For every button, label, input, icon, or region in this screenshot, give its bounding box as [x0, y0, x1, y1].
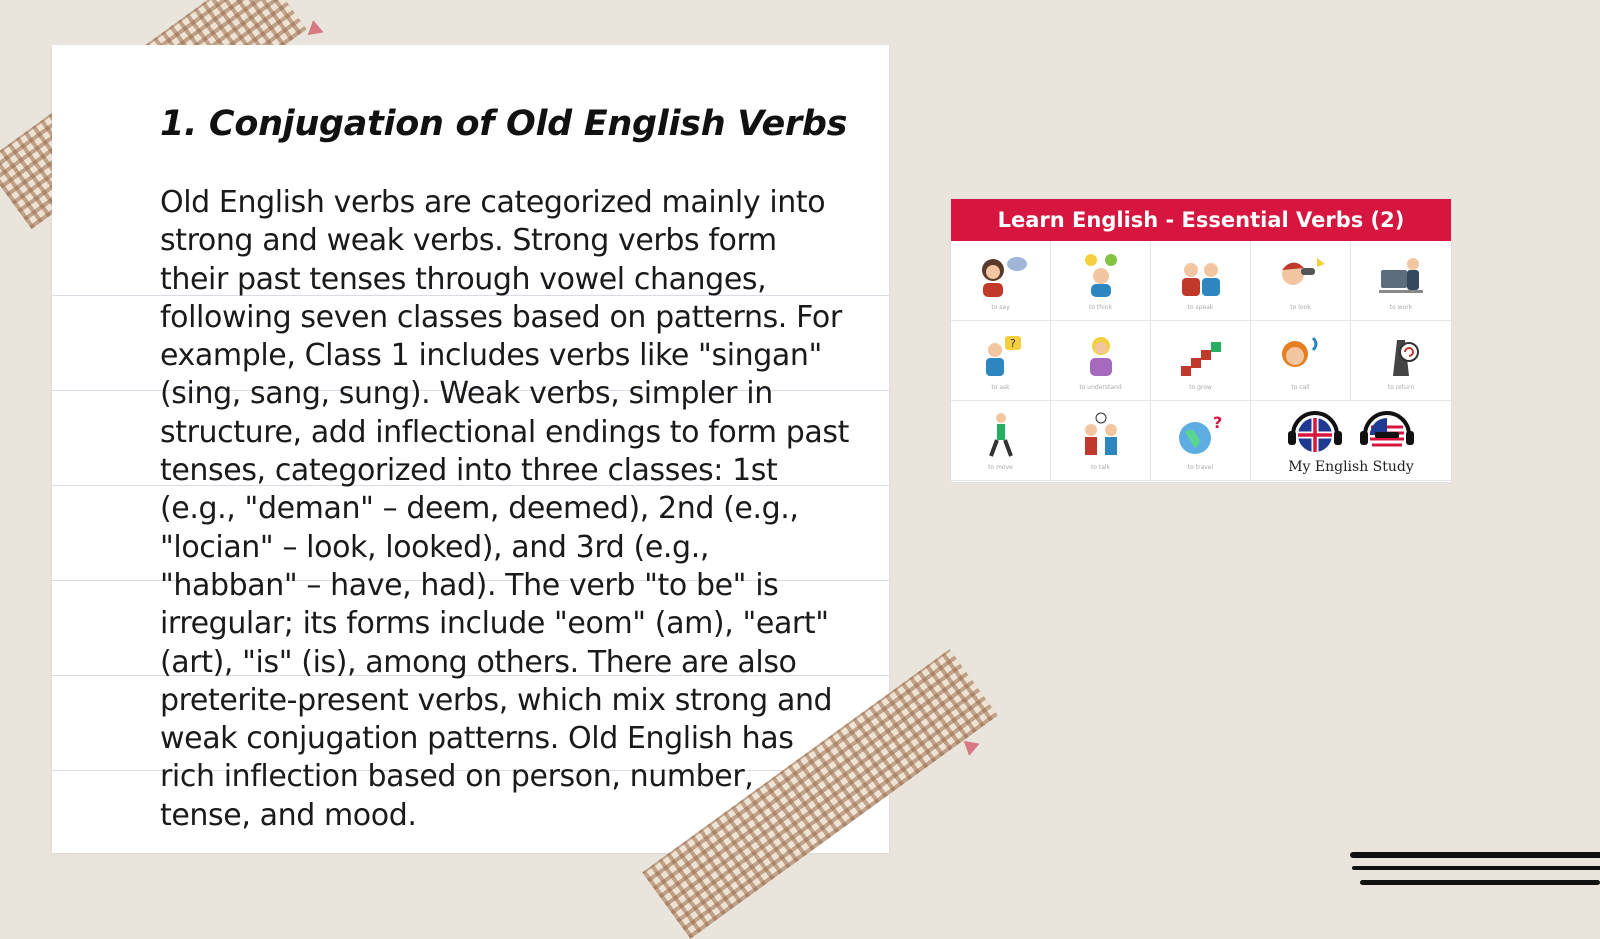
ask-icon — [973, 330, 1029, 380]
grow-icon — [1173, 330, 1229, 380]
verb-caption: to say — [991, 304, 1010, 311]
verb-cell — [951, 241, 1051, 321]
call-icon — [1273, 330, 1329, 380]
tape-end-top — [308, 20, 327, 40]
verb-caption: to call — [1291, 384, 1310, 391]
svg-text:?: ? — [1009, 337, 1016, 350]
verb-caption: to work — [1389, 304, 1413, 311]
verb-cell — [1351, 241, 1451, 321]
verb-cell — [1251, 321, 1351, 401]
verb-cell — [951, 321, 1051, 401]
verbs-image-title: Learn English - Essential Verbs (2) — [951, 199, 1451, 241]
essential-verbs-image — [950, 198, 1452, 483]
verb-caption: to travel — [1187, 464, 1214, 471]
talk-icon — [1073, 410, 1129, 460]
verb-caption: to talk — [1090, 464, 1111, 471]
verb-caption: to grow — [1189, 384, 1212, 391]
understand-icon — [1073, 330, 1129, 380]
verb-caption: to ask — [991, 384, 1010, 391]
brush-stroke — [1352, 866, 1600, 870]
svg-text:?: ? — [1212, 413, 1222, 432]
verb-caption: to move — [988, 464, 1013, 471]
us-headphones-icon — [1357, 407, 1417, 455]
look-icon — [1273, 250, 1329, 300]
verb-cell — [1151, 321, 1251, 401]
verb-cell — [1151, 241, 1251, 321]
slide-heading: 1. Conjugation of Old English Verbs — [160, 104, 848, 144]
speak-icon — [1173, 250, 1229, 300]
verb-caption: to return — [1387, 384, 1415, 391]
brand-logo-cell — [1251, 401, 1451, 481]
verb-cell — [1351, 321, 1451, 401]
say-icon — [973, 250, 1029, 300]
verb-caption: to look — [1290, 304, 1311, 311]
brand-name: My English Study — [1288, 458, 1414, 475]
verb-cell — [1151, 401, 1251, 481]
verb-caption: to think — [1088, 304, 1113, 311]
think-icon — [1073, 250, 1129, 300]
travel-icon — [1173, 410, 1229, 460]
verb-caption: to understand — [1079, 384, 1122, 391]
uk-headphones-icon — [1285, 407, 1345, 455]
brush-stroke — [1360, 880, 1600, 885]
verb-caption: to speak — [1187, 304, 1214, 311]
verb-cell — [1051, 241, 1151, 321]
move-icon — [973, 410, 1029, 460]
verb-cell — [1051, 401, 1151, 481]
verbs-icon-grid — [951, 241, 1451, 481]
tape-end-bottom — [964, 736, 983, 756]
verb-cell — [1051, 321, 1151, 401]
slide-body-text: Old English verbs are categorized mainly into strong and weak verbs. Strong verbs form their past tenses through vowel changes, following seven classes based on patterns. For example, Class 1 includes verbs like "singan" (sing, sang, sung). Weak verbs, simpler in structure, add inflectional endings to form past tenses, categorized into three classes: 1st (e.g., "deman" – deem, deemed), 2nd (e.g., "locian" – look, looked), and 3rd (e.g., "habban" – have, had). The verb "to be" is irregular; its forms include "eom" (am), "eart" (art), "is" (is), among others. There are also preterite-present verbs, which mix strong and weak conjugation patterns. Old English has rich inflection based on person, number, tense, and mood. — [160, 185, 849, 833]
verb-cell — [1251, 241, 1351, 321]
verb-cell — [951, 401, 1051, 481]
return-icon — [1373, 330, 1429, 380]
work-icon — [1373, 250, 1429, 300]
brush-stroke — [1350, 852, 1600, 858]
